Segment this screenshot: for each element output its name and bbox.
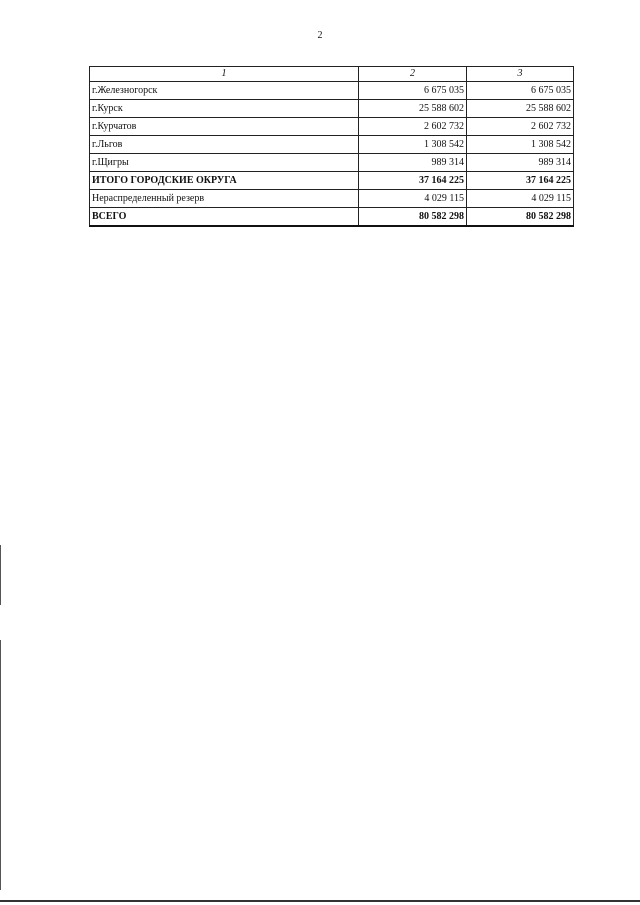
row-value-col3: 2 602 732 (467, 118, 574, 136)
row-value-col2: 4 029 115 (359, 190, 467, 208)
row-value-col2: 25 588 602 (359, 100, 467, 118)
row-value-col3: 4 029 115 (467, 190, 574, 208)
subtotal-row (90, 172, 574, 190)
row-name: ВСЕГО (90, 208, 359, 227)
row-value-col3: 6 675 035 (467, 82, 574, 100)
row-value-col2: 6 675 035 (359, 82, 467, 100)
row-value-col3: 37 164 225 (467, 172, 574, 190)
scan-artifact-left (0, 640, 1, 890)
row-name: г.Курчатов (90, 118, 359, 136)
row-name: г.Щигры (90, 154, 359, 172)
row-name: г.Железногорск (90, 82, 359, 100)
column-number-3: 3 (467, 67, 574, 82)
row-name: ИТОГО ГОРОДСКИЕ ОКРУГА (90, 172, 359, 190)
row-value-col2: 37 164 225 (359, 172, 467, 190)
row-value-col3: 989 314 (467, 154, 574, 172)
column-number-1: 1 (90, 67, 359, 82)
table-row (90, 190, 574, 208)
table-row (90, 82, 574, 100)
row-name: г.Курск (90, 100, 359, 118)
table-row (90, 118, 574, 136)
scan-artifact-bottom (0, 900, 640, 902)
column-number-2: 2 (359, 67, 467, 82)
row-name: Нераспределенный резерв (90, 190, 359, 208)
row-value-col2: 80 582 298 (359, 208, 467, 227)
row-value-col3: 80 582 298 (467, 208, 574, 227)
row-value-col2: 1 308 542 (359, 136, 467, 154)
row-value-col2: 2 602 732 (359, 118, 467, 136)
row-name: г.Льгов (90, 136, 359, 154)
page-number: 2 (317, 30, 323, 41)
row-value-col3: 25 588 602 (467, 100, 574, 118)
table-row (90, 154, 574, 172)
budget-table (89, 66, 574, 227)
row-value-col2: 989 314 (359, 154, 467, 172)
table-header-row (90, 67, 574, 82)
table-row (90, 100, 574, 118)
scan-artifact-left (0, 545, 1, 605)
table-row (90, 136, 574, 154)
row-value-col3: 1 308 542 (467, 136, 574, 154)
total-row (90, 208, 574, 227)
